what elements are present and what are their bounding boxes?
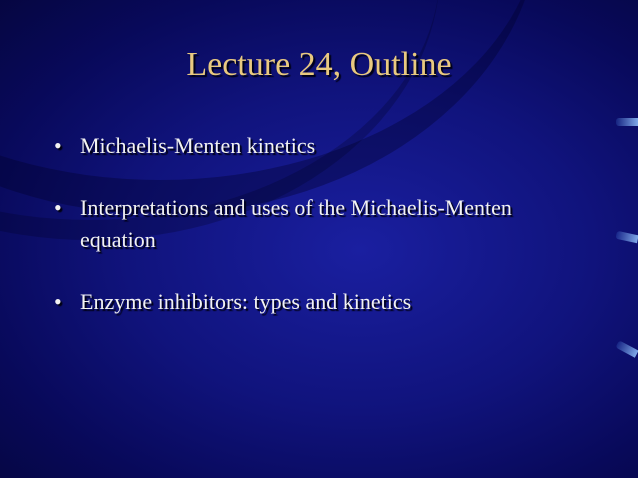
slide-title: Lecture 24, Outline	[186, 46, 452, 83]
bullet-glyph: •	[54, 195, 62, 220]
bullet-text: Enzyme inhibitors: types and kinetics	[80, 289, 412, 314]
bullet-item	[52, 192, 572, 256]
bullet-item	[52, 130, 572, 162]
edge-decoration	[615, 340, 638, 357]
edge-decoration	[615, 231, 638, 243]
bullet-list	[52, 130, 572, 318]
bullet-glyph: •	[54, 133, 62, 158]
bullet-text: Interpretations and uses of the Michaelis-Menten equation	[80, 195, 512, 252]
bullet-item	[52, 286, 572, 318]
edge-decoration	[616, 118, 638, 126]
bullet-text: Michaelis-Menten kinetics	[80, 133, 316, 158]
bullet-glyph: •	[54, 289, 62, 314]
